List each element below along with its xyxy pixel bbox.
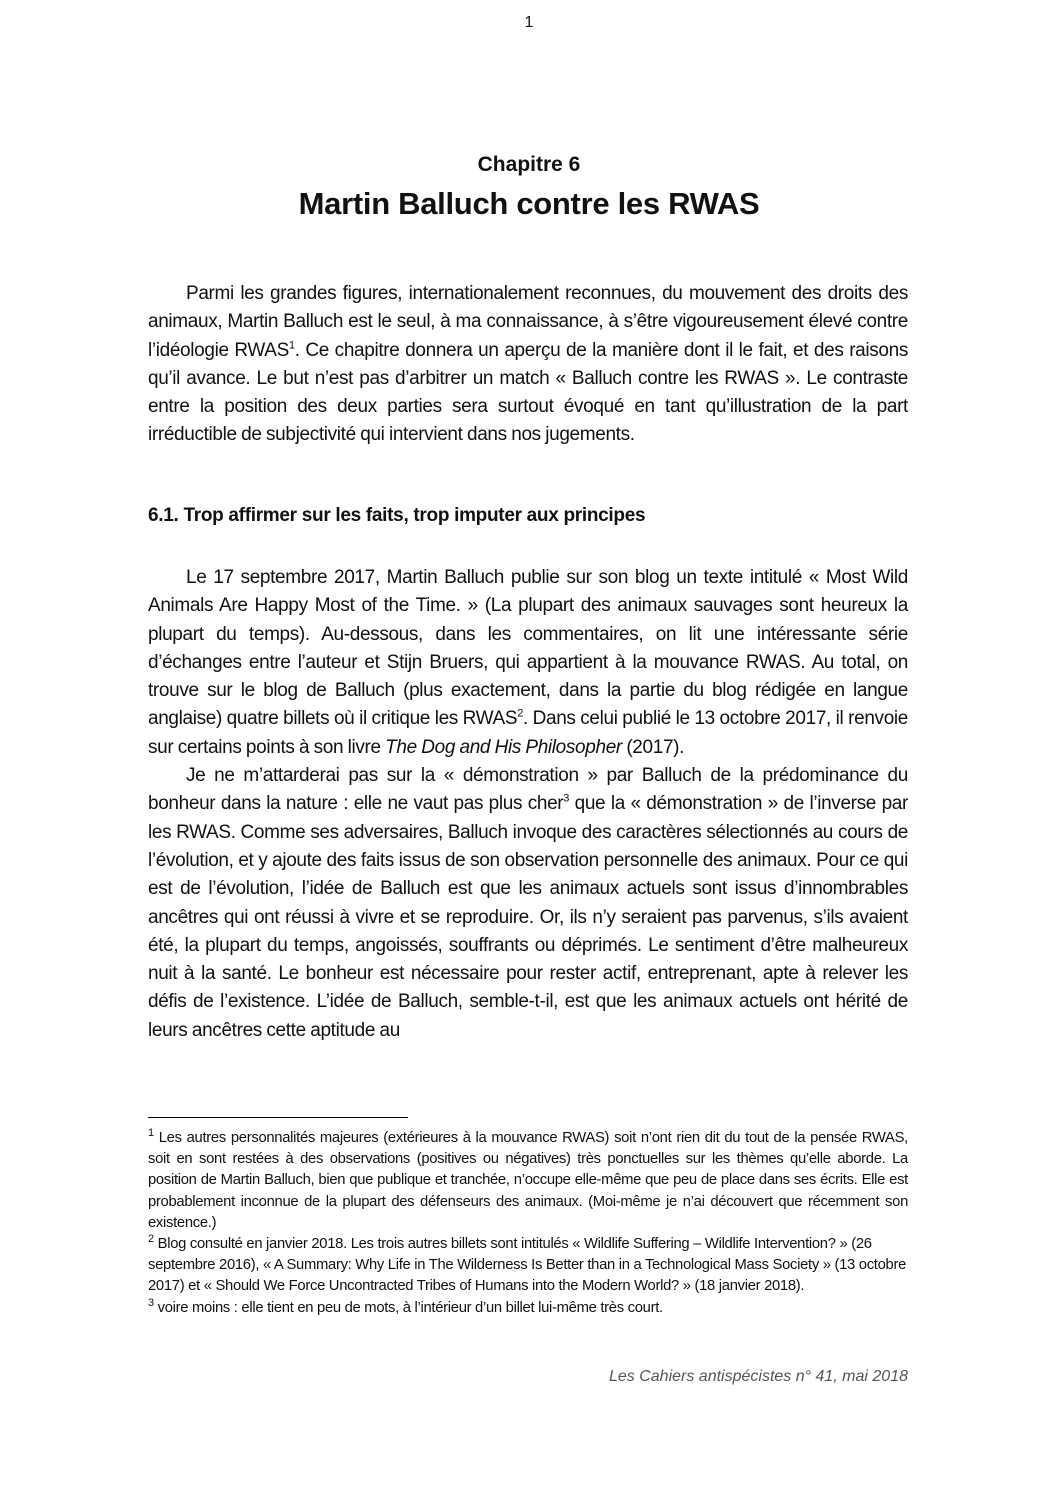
text-span: Le 17 septembre 2017, Martin Balluch publie sur son blog un texte intitulé « Most Wild Animals Are Happy Most of the Time. » (La plupart des animaux sauvages sont heureux la plupart du temps). Au-dessous, dans les commentaires, on lit une intéressante série d’échanges entre l’auteur et Stijn Bruers, qui appartient à la mouvance RWAS. Au total, on trouve sur le blog de Balluch (plus exactement, dans la partie du blog rédigée en langue anglaise) quatre billets où il critique les RWAS [148, 567, 908, 730]
text-span: Parmi les grandes figures, internationalement reconnues, du mouvement des droits des animaux, Martin Balluch est le seul, à ma connaissance, à s’être vigoureusement élevé contre l’idéologie RWAS [148, 283, 908, 361]
footnote-2 [148, 1234, 908, 1298]
footnote-text: Les autres personnalités majeures (extérieures à la mouvance RWAS) soit n’ont rien dit du tout de la pensée RWAS, soit en sont restées à des observations (positives ou négatives) très ponctuelles sur les thèmes qu’elle aborde. La position de Martin Balluch, bien que publique et tranchée, n’occupe elle-même que peu de place dans ses écrits. Elle est probablement inconnue de la plupart des défenseurs des animaux. (Moi-même je n’ai découvert que récemment son existence.) [148, 1130, 908, 1231]
footnote-number: 2 [148, 1233, 154, 1246]
footnote-1 [148, 1128, 908, 1234]
intro-paragraph-text [148, 280, 908, 450]
section-paragraph-1 [148, 564, 908, 762]
section-paragraph-2 [148, 762, 908, 1045]
intro-paragraph [148, 280, 908, 450]
footnote-text: voire moins : elle tient en peu de mots, à l’intérieur d’un billet lui-même très court. [153, 1299, 663, 1316]
text-span: . Dans celui publié le 13 octobre 2017, il renvoie sur certains points à son livre [148, 708, 908, 758]
publication-footer: Les Cahiers antispécistes n° 41, mai 2018 [608, 1368, 908, 1385]
text-span: (2017). [621, 736, 685, 758]
footnote-ref-1[interactable]: 1 [288, 339, 295, 352]
footnotes [148, 1128, 908, 1319]
footnote-number: 1 [148, 1127, 154, 1140]
footnote-3 [148, 1298, 908, 1319]
footnote-ref-3[interactable]: 3 [563, 793, 570, 806]
text-span: Je ne m’attarderai pas sur la « démonstration » par Balluch de la prédominance du bonheur dans la nature : elle ne vaut pas plus cher [148, 765, 908, 815]
footnote-number: 3 [148, 1296, 154, 1309]
section-heading: 6.1. Trop affirmer sur les faits, trop imputer aux principes [148, 505, 646, 526]
chapter-title: Martin Balluch contre les RWAS [298, 186, 760, 221]
text-span: que la « démonstration » de l’inverse par les RWAS. Comme ses adversaires, Balluch invoque des caractères sélectionnés au cours de l’évolution, et y ajoute des faits issus de son observation personnelle des animaux. Pour ce qui est de l’évolution, l’idée de Balluch est que les animaux actuels sont issus d’innombrables ancêtres qui ont réussi à vivre et se reproduire. Or, ils n’y seraient pas parvenus, s’ils avaient été, la plupart du temps, angoissés, souffrants ou déprimés. Le sentiment d’être malheureux nuit à la santé. Le bonheur est nécessaire pour rester actif, entreprenant, apte à relever les défis de l’existence. L’idée de Balluch, semble-t-il, est que les animaux actuels ont hérité de leurs ancêtres cette aptitude au [148, 793, 908, 1041]
footnote-divider [148, 1117, 408, 1118]
page-number: 1 [524, 14, 534, 31]
text-span: . Ce chapitre donnera un aperçu de la manière dont il le fait, et des raisons qu’il avance. Le but n’est pas d’arbitrer un match « Balluch contre les RWAS ». Le contraste entre la position des deux parties sera surtout évoqué en tant qu’illustration de la part irréductible de subjectivité qui intervient dans nos jugements. [148, 339, 909, 446]
book-title: The Dog and His Philosopher [385, 736, 622, 758]
footnote-ref-2[interactable]: 2 [517, 708, 523, 721]
footnote-text: Blog consulté en janvier 2018. Les trois autres billets sont intitulés « Wildlife Suffering – Wildlife Intervention? » (26 septembre 2016), « A Summary: Why Life in The Wilderness Is Better than in a Technological Mass Society » (13 octobre 2017) et « Should We Force Uncontracted Tribes of Humans into the Modern World? » (18 janvier 2018). [148, 1236, 907, 1295]
section-body [148, 564, 908, 1045]
chapter-label: Chapitre 6 [477, 153, 581, 176]
